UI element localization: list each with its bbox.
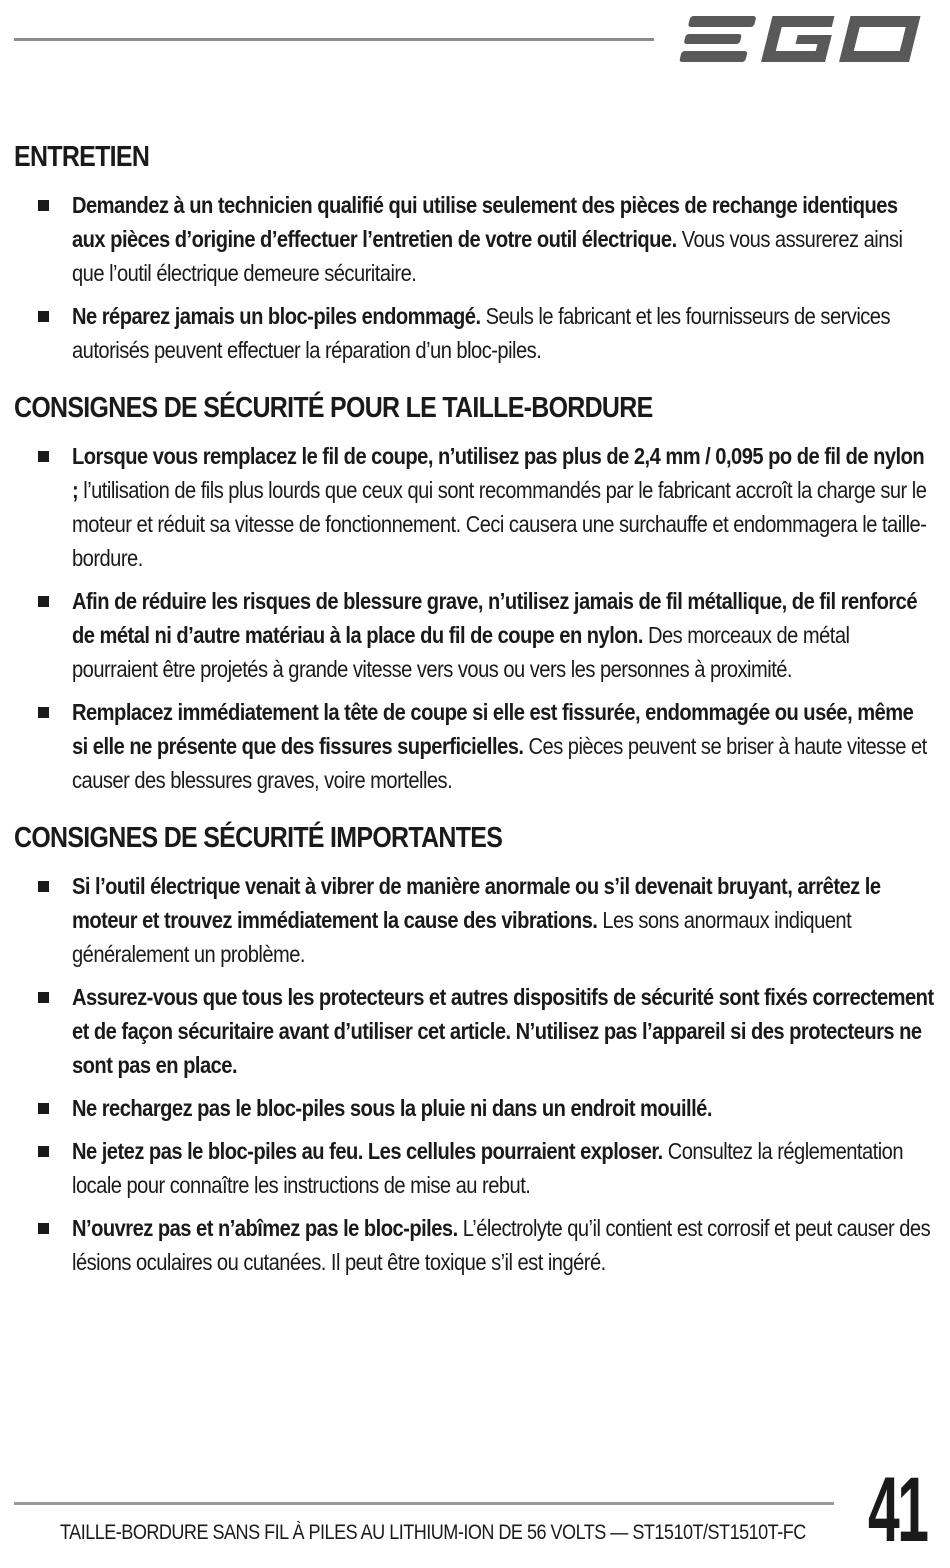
footer-text: TAILLE-BORDURE SANS FIL À PILES AU LITHIUM-ION DE 56 VOLTS — ST1510T/ST1510T-FC <box>60 1521 806 1544</box>
bullet-list <box>14 869 934 1279</box>
list-item <box>14 869 934 971</box>
square-bullet-icon <box>38 1103 49 1114</box>
item-text: Vous vous assurerez ainsi que l’outil électrique demeure sécuritaire. <box>72 226 903 286</box>
section-title: CONSIGNES DE SÉCURITÉ POUR LE TAILLE-BORDURE <box>14 392 653 424</box>
square-bullet-icon <box>38 881 49 892</box>
list-item <box>14 299 934 367</box>
square-bullet-icon <box>38 596 49 607</box>
section-title: CONSIGNES DE SÉCURITÉ IMPORTANTES <box>14 822 503 854</box>
list-item <box>14 980 934 1082</box>
item-text: Consultez la réglementation locale pour connaître les instructions de mise au rebut. <box>72 1138 904 1198</box>
section-entretien <box>14 138 934 367</box>
item-bold-text: Afin de réduire les risques de blessure grave, n’utilisez jamais de fil métallique, de fil renforcé de métal ni d’autre matériau à la place du fil de coupe en nylon. <box>72 588 918 648</box>
header-rule <box>14 38 654 41</box>
item-bold-text: Remplacez immédiatement la tête de coupe si elle est fissurée, endommagée ou usée, même si elle ne présente que des fissures superficielles. <box>72 699 914 759</box>
bullet-list <box>14 439 934 797</box>
item-bold-text: Si l’outil électrique venait à vibrer de manière anormale ou s’il devenait bruyant, arrêtez le moteur et trouvez immédiatement la cause des vibrations. <box>72 873 881 933</box>
page-content <box>14 138 934 1301</box>
list-item <box>14 1091 934 1125</box>
item-text: Des morceaux de métal pourraient être projetés à grande vitesse vers vous ou vers les personnes à proximité. <box>72 622 850 682</box>
list-item <box>14 584 934 686</box>
item-bold-text: N’ouvrez pas et n’abîmez pas le bloc-piles. <box>72 1215 458 1241</box>
list-item <box>14 695 934 797</box>
footer-rule <box>14 1502 834 1505</box>
square-bullet-icon <box>38 992 49 1003</box>
item-bold-text: Assurez-vous que tous les protecteurs et autres dispositifs de sécurité sont fixés correctement et de façon sécuritaire avant d’utiliser cet article. N’utilisez pas l’appareil si des protecteurs ne sont pas en place. <box>72 984 934 1078</box>
square-bullet-icon <box>38 1146 49 1157</box>
square-bullet-icon <box>38 451 49 462</box>
section-taille-bordure <box>14 389 934 797</box>
square-bullet-icon <box>38 311 49 322</box>
section-importantes <box>14 819 934 1279</box>
square-bullet-icon <box>38 1223 49 1234</box>
bullet-list <box>14 188 934 367</box>
item-text: Ces pièces peuvent se briser à haute vitesse et causer des blessures graves, voire mortelles. <box>72 733 927 793</box>
item-text: l’utilisation de fils plus lourds que ceux qui sont recommandés par le fabricant accroît la charge sur le moteur et réduit sa vitesse de fonctionnement. Ceci causera une surchauffe et endommagera le taille-bordure. <box>72 477 927 571</box>
item-text: L’électrolyte qu’il contient est corrosif et peut causer des lésions oculaires ou cutanées. Il peut être toxique s’il est ingéré. <box>72 1215 931 1275</box>
list-item <box>14 188 934 290</box>
list-item <box>14 439 934 575</box>
list-item <box>14 1211 934 1279</box>
item-text: Les sons anormaux indiquent généralement un problème. <box>72 907 852 967</box>
item-text: Seuls le fabricant et les fournisseurs de services autorisés peuvent effectuer la réparation d’un bloc-piles. <box>72 303 891 363</box>
list-item <box>14 1134 934 1202</box>
item-bold-text: Demandez à un technicien qualifié qui utilise seulement des pièces de rechange identiques aux pièces d’origine d’effectuer l’entretien de votre outil électrique. <box>72 192 898 252</box>
square-bullet-icon <box>38 200 49 211</box>
item-bold-text: Lorsque vous remplacez le fil de coupe, n’utilisez pas plus de 2,4 mm / 0,095 po de fil de nylon ; <box>72 443 925 503</box>
page-number: 41 <box>868 1459 927 1561</box>
item-bold-text: Ne rechargez pas le bloc-piles sous la pluie ni dans un endroit mouillé. <box>72 1095 712 1121</box>
item-bold-text: Ne réparez jamais un bloc-piles endommagé. <box>72 303 481 329</box>
section-title: ENTRETIEN <box>14 141 150 173</box>
item-bold-text: Ne jetez pas le bloc-piles au feu. Les cellules pourraient exploser. <box>72 1138 663 1164</box>
ego-logo <box>676 10 932 68</box>
square-bullet-icon <box>38 707 49 718</box>
